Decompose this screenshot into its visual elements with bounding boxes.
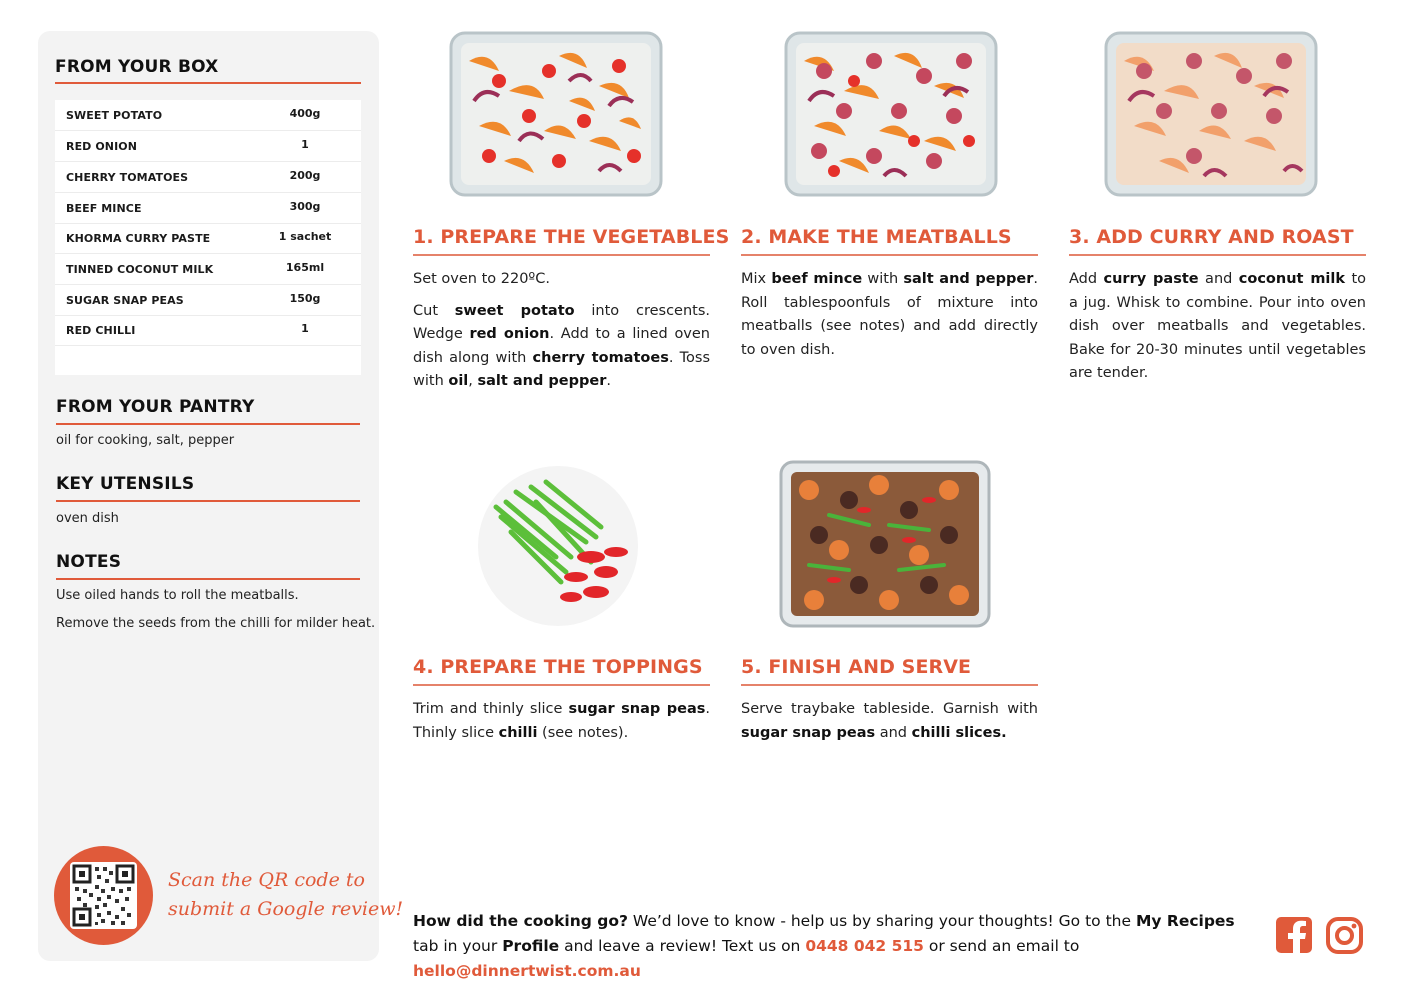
step-text: with xyxy=(862,271,904,287)
step-4-body xyxy=(413,698,710,753)
ingredient-highlight: curry paste xyxy=(1103,271,1199,287)
ingredient-highlight: cherry tomatoes xyxy=(532,349,669,366)
footer-text: We’d love to know - help us by sharing your thoughts! Go to the xyxy=(627,912,1136,930)
ingredient-qty: 165ml xyxy=(285,261,325,274)
divider xyxy=(741,684,1038,686)
table-row xyxy=(55,131,361,162)
step-2-title: 2. MAKE THE MEATBALLS xyxy=(741,226,1012,248)
from-box-title: FROM YOUR BOX xyxy=(55,57,219,77)
ingredient-qty: 1 sachet xyxy=(278,230,332,243)
ingredient-qty: 300g xyxy=(289,200,321,213)
pantry-text: oil for cooking, salt, pepper xyxy=(56,433,235,448)
divider xyxy=(741,254,1038,256)
note-item: Remove the seeds from the chilli for milder heat. xyxy=(56,616,376,631)
step-text: Set oven to 220ºC. xyxy=(413,271,550,287)
ingredient-highlight: chilli slices. xyxy=(911,724,1007,741)
step-1-title: 1. PREPARE THE VEGETABLES xyxy=(413,226,730,248)
ingredient-highlight: sugar snap peas xyxy=(741,724,876,741)
ingredient-name: SUGAR SNAP PEAS xyxy=(66,294,184,307)
ingredient-qty: 150g xyxy=(289,292,321,305)
step-1-body xyxy=(413,268,710,402)
utensils-text: oven dish xyxy=(56,511,119,526)
footer-text: tab in your xyxy=(413,937,503,955)
divider xyxy=(413,684,710,686)
feedback-question: How did the cooking go? xyxy=(413,912,628,930)
divider xyxy=(55,82,361,84)
divider xyxy=(413,254,710,256)
ingredient-name: RED ONION xyxy=(66,140,138,153)
ingredient-name: BEEF MINCE xyxy=(66,202,142,215)
ingredient-name: SWEET POTATO xyxy=(66,109,163,122)
step-text: Add xyxy=(1069,271,1104,287)
facebook-icon[interactable] xyxy=(1276,917,1312,953)
step-paragraph xyxy=(1069,268,1366,386)
step-text: Cut xyxy=(413,302,455,319)
step-text: . Thinly slice xyxy=(413,701,710,741)
ingredient-highlight: coconut milk xyxy=(1238,271,1346,287)
ingredient-highlight: beef mince xyxy=(771,271,863,287)
table-row xyxy=(55,223,361,254)
step-text: (see notes). xyxy=(537,724,629,741)
step-5-body xyxy=(741,698,1038,753)
ingredient-highlight: sugar snap peas xyxy=(568,701,706,717)
step-5-title: 5. FINISH AND SERVE xyxy=(741,656,972,678)
ingredient-highlight: oil xyxy=(448,373,469,389)
qr-code[interactable] xyxy=(70,862,137,929)
ingredient-highlight: sweet potato xyxy=(454,302,575,319)
ingredient-qty: 1 xyxy=(301,138,309,151)
divider xyxy=(56,578,360,580)
step-text: Serve traybake tableside. Garnish with xyxy=(741,701,1038,717)
notes-title: NOTES xyxy=(56,552,122,572)
qr-caption-line: submit a Google review! xyxy=(168,898,404,920)
step-text: into crescents. Wedge xyxy=(413,302,710,342)
qr-caption-line: Scan the QR code to xyxy=(168,869,365,891)
profile-link[interactable]: Profile xyxy=(502,937,560,955)
ingredient-name: RED CHILLI xyxy=(66,324,136,337)
ingredients-table xyxy=(55,100,361,375)
divider xyxy=(56,500,360,502)
step-paragraph xyxy=(413,268,710,292)
qr-caption xyxy=(168,866,403,924)
step-2-body xyxy=(741,268,1038,370)
table-row xyxy=(55,254,361,285)
ingredient-highlight: salt and pepper xyxy=(903,271,1034,287)
ingredient-name: TINNED COCONUT MILK xyxy=(66,263,214,276)
ingredient-highlight: salt and pepper xyxy=(477,373,607,389)
table-row xyxy=(55,162,361,193)
ingredient-qty: 200g xyxy=(289,169,321,182)
table-row xyxy=(55,100,361,131)
step-3-photo xyxy=(1104,31,1318,197)
ingredient-name: KHORMA CURRY PASTE xyxy=(66,232,211,245)
ingredient-qty: 400g xyxy=(289,107,321,120)
pantry-title: FROM YOUR PANTRY xyxy=(56,397,255,417)
step-2-photo xyxy=(784,31,998,197)
step-text: Trim and thinly slice xyxy=(413,701,569,717)
feedback-footer xyxy=(413,909,1263,984)
ingredient-name: CHERRY TOMATOES xyxy=(66,171,189,184)
qr-badge[interactable] xyxy=(54,846,153,945)
table-row xyxy=(55,193,361,224)
step-text: . xyxy=(606,373,611,389)
ingredient-highlight: chilli xyxy=(498,724,538,741)
step-paragraph xyxy=(413,300,710,394)
step-1-photo xyxy=(449,31,663,197)
step-4-title: 4. PREPARE THE TOPPINGS xyxy=(413,656,703,678)
step-text: and xyxy=(875,724,912,741)
table-row xyxy=(55,315,361,346)
step-text: . Toss with xyxy=(413,349,711,389)
email-link[interactable]: hello@dinnertwist.com.au xyxy=(413,962,641,980)
step-3-body xyxy=(1069,268,1366,394)
divider xyxy=(56,423,360,425)
footer-text: or send an email to xyxy=(923,937,1080,955)
ingredient-qty: 1 xyxy=(301,322,309,335)
step-text: , xyxy=(468,373,478,389)
footer-text: and leave a review! Text us on xyxy=(559,937,806,955)
instagram-icon[interactable] xyxy=(1326,917,1363,954)
utensils-title: KEY UTENSILS xyxy=(56,474,195,494)
step-text: . Add to a lined oven dish along with xyxy=(413,326,711,366)
note-item: Use oiled hands to roll the meatballs. xyxy=(56,588,299,603)
my-recipes-link[interactable]: My Recipes xyxy=(1135,912,1235,930)
qr-code-icon xyxy=(70,862,137,929)
step-paragraph xyxy=(413,698,710,745)
step-5-photo xyxy=(779,460,991,628)
divider xyxy=(1069,254,1366,256)
phone-link[interactable]: 0448 042 515 xyxy=(805,937,924,955)
step-paragraph xyxy=(741,698,1038,745)
step-text: to a jug. Whisk to combine. Pour into oven dish over meatballs and vegetables. Bake for 20-30 minutes until vegetables are tender. xyxy=(1069,271,1367,381)
step-4-photo xyxy=(476,462,646,630)
ingredient-highlight: red onion xyxy=(469,326,550,342)
table-row xyxy=(55,285,361,316)
step-3-title: 3. ADD CURRY AND ROAST xyxy=(1069,226,1354,248)
step-text: Mix xyxy=(741,271,772,287)
step-text: and xyxy=(1198,271,1239,287)
step-paragraph xyxy=(741,268,1038,362)
step-text: . Roll tablespoonfuls of mixture into meatballs (see notes) and add directly to oven dish. xyxy=(741,271,1038,358)
